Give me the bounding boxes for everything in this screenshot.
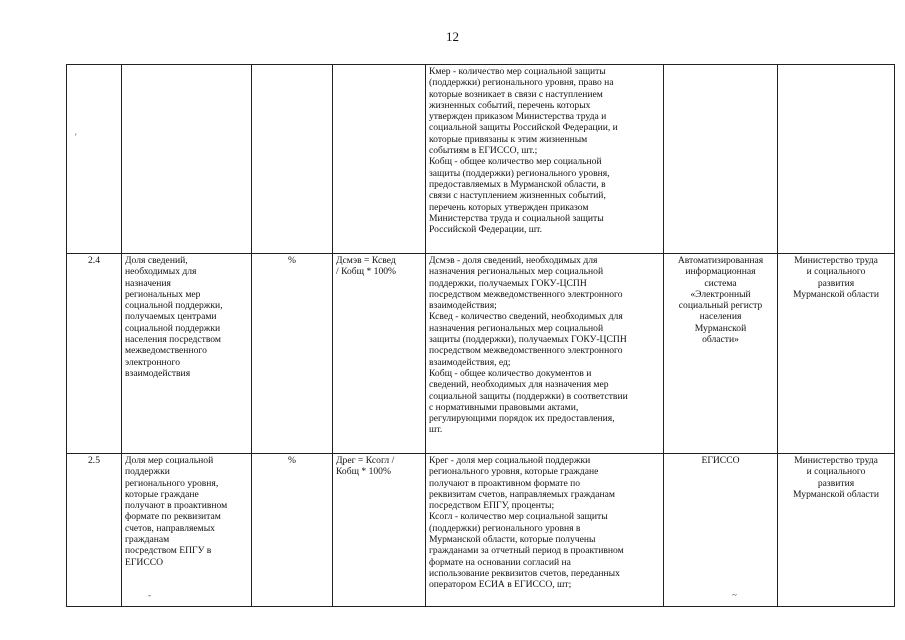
formula-description-line: с нормативными правовыми актами, (429, 401, 579, 413)
data-source-line: Автоматизированная (677, 255, 764, 266)
row-number: 2.5 (88, 455, 100, 466)
indicator-name-line: региональных мер (125, 288, 201, 300)
data-source-line: информационная (685, 266, 756, 278)
calculation-formula-cell (333, 454, 426, 607)
formula-description-cell (426, 254, 664, 454)
formula-description-line: Кобщ - общее количество документов и (429, 367, 592, 379)
indicator-name-line: взаимодействия (125, 367, 191, 379)
table-row (67, 65, 895, 254)
indicator-name-line: гражданам (125, 534, 170, 546)
unit-of-measure-cell (252, 454, 333, 607)
indicator-name-line: регионального уровня, (125, 477, 219, 489)
responsible-body-line: развития (817, 477, 855, 489)
formula-description-line: посредством межведомственного электронного (429, 345, 623, 357)
calculation-formula-line: / Кобщ * 100% (336, 266, 397, 278)
indicator-name-line: Доля сведений, (125, 255, 188, 266)
unit-of-measure: % (288, 455, 296, 466)
row-number: 2.4 (88, 255, 100, 266)
scan-mark: ~ (732, 590, 737, 600)
unit-of-measure-cell (252, 254, 333, 454)
indicator-name-line: формате по реквизитам (125, 511, 221, 523)
indicator-name-line: которые граждане (125, 488, 199, 500)
calculation-formula-cell (333, 254, 426, 454)
responsible-body-line: и социального (806, 466, 866, 478)
indicator-name-line: электронного (125, 356, 180, 368)
data-source-line: система (704, 277, 737, 289)
formula-description-line: защиты (поддержки) регионального уровня, (429, 167, 610, 179)
indicator-name-line: социальной поддержки (125, 322, 221, 334)
formula-description-line: Кмер - количество мер социальной защиты (429, 66, 606, 77)
formula-description-line: регионального уровня, которые граждане (429, 466, 599, 478)
responsible-body-cell (778, 65, 895, 254)
indicator-name-line: Доля мер социальной (125, 455, 214, 466)
formula-description-line: формате на основании согласий на (429, 556, 571, 568)
formula-description-line: защиты (поддержки), получаемых ГОКУ-ЦСПН (429, 334, 627, 346)
formula-description-line: связи с наступлением жизненных событий, (429, 190, 606, 202)
data-source-line: Мурманской (694, 322, 747, 334)
row-number-cell (67, 254, 122, 454)
formula-description-line: поддержки, получаемых ГОКУ-ЦСПН (429, 277, 587, 289)
formula-description-line: посредством ЕПГУ, проценты; (429, 500, 555, 512)
responsible-body-cell (778, 454, 895, 607)
formula-description-line: реквизитам счетов, направляемых гражданам (429, 488, 615, 500)
row-number-cell (67, 454, 122, 607)
indicator-name-cell (122, 454, 252, 607)
responsible-body-line: Мурманской области (793, 288, 879, 300)
indicator-name-line: социальной поддержки, (125, 300, 223, 312)
formula-description-line: взаимодействия, ед; (429, 356, 511, 368)
indicator-name-line: получаемых центрами (125, 311, 217, 323)
unit-of-measure-cell (252, 65, 333, 254)
formula-description-cell (426, 454, 664, 607)
formula-description-line: взаимодействия; (429, 300, 497, 312)
formula-description-line: оператором ЕСИА в ЕГИССО, шт; (429, 579, 572, 591)
calculation-formula-cell (333, 65, 426, 254)
data-source-line: ЕГИССО (701, 455, 740, 466)
formula-description-line: посредством межведомственного электронного (429, 288, 623, 300)
formula-description-line: социальной защиты (поддержки) в соответствии (429, 390, 628, 402)
responsible-body-line: Министерство труда (794, 455, 878, 466)
formula-description-cell (426, 65, 664, 254)
formula-description-line: Ксвед - количество сведений, необходимых для (429, 311, 623, 323)
formula-description-line: назначения региональных мер социальной (429, 322, 604, 334)
indicator-name-line: необходимых для (125, 266, 197, 278)
formula-description-line: Ксогл - количество мер социальной защиты (429, 511, 608, 523)
formula-description-line: регулирующими порядок их предоставления, (429, 413, 615, 425)
table-row (67, 454, 895, 607)
data-source-line: «Электронный (690, 288, 751, 300)
responsible-body-line: и социального (806, 266, 866, 278)
indicator-name-cell (122, 254, 252, 454)
scan-mark: - (148, 590, 151, 600)
formula-description-line: сведений, необходимых для назначения мер (429, 379, 609, 391)
formula-description-line: Крег - доля мер социальной поддержки (429, 455, 591, 466)
scan-mark: ' (75, 132, 77, 142)
unit-of-measure: % (288, 255, 296, 266)
calculation-formula-line: Кобщ * 100% (336, 466, 391, 478)
formula-description-line: социальной защиты Российской Федерации, и (429, 122, 618, 134)
page-number: 12 (446, 29, 459, 44)
responsible-body-line: Министерство труда (794, 255, 878, 266)
responsible-body-line: развития (817, 277, 855, 289)
formula-description-line: предоставляемых в Мурманской области, в (429, 178, 606, 190)
indicator-name-line: посредством ЕПГУ в (125, 545, 212, 557)
data-source-cell (664, 454, 778, 607)
formula-description-line: Российской Федерации, шт. (429, 224, 543, 236)
indicator-name-cell (122, 65, 252, 254)
formula-description-line: (поддержки) регионального уровня, право на (429, 77, 614, 89)
data-source-cell (664, 254, 778, 454)
formula-description-line: получают в проактивном формате по (429, 477, 581, 489)
formula-description-line: которые привязаны к этим жизненным (429, 133, 588, 145)
table-row (67, 254, 895, 454)
formula-description-line: шт. (429, 424, 443, 436)
responsible-body-cell (778, 254, 895, 454)
data-source-line: социальный регистр (678, 300, 763, 312)
formula-description-line: которые возникает в связи с наступлением (429, 88, 603, 100)
formula-description-line: использование реквизитов счетов, переданных (429, 567, 620, 579)
formula-description-line: событиям в ЕГИССО, шт.; (429, 145, 538, 157)
formula-description-line: назначения региональных мер социальной (429, 266, 604, 278)
indicator-name-line: получают в проактивном (125, 500, 228, 512)
formula-description-line: Кобщ - общее количество мер социальной (429, 156, 602, 168)
indicator-name-line: поддержки (125, 466, 170, 478)
calculation-formula-line: Дрег = Ксогл / (336, 455, 395, 466)
indicator-name-line: счетов, направляемых (125, 522, 215, 534)
data-source-cell (664, 65, 778, 254)
calculation-formula-line: Дсмэв = Ксвед (336, 255, 396, 266)
formula-description-line: (поддержки) регионального уровня в (429, 522, 581, 534)
formula-description-line: Дсмэв - доля сведений, необходимых для (429, 255, 598, 266)
indicators-table (66, 64, 895, 607)
indicator-name-line: населения посредством (125, 334, 221, 346)
indicator-name-line: межведомственного (125, 345, 207, 357)
formula-description-line: Министерства труда и социальной защиты (429, 212, 604, 224)
data-source-line: населения (699, 311, 742, 323)
data-source-line: области» (702, 334, 739, 346)
formula-description-line: перечень которых утвержден приказом (429, 201, 589, 213)
formula-description-line: гражданами за отчетный период в проактивном (429, 545, 624, 557)
indicator-name-line: назначения (125, 277, 171, 289)
responsible-body-line: Мурманской области (793, 488, 879, 500)
indicator-name-line: ЕГИССО (125, 556, 164, 568)
row-number-cell (67, 65, 122, 254)
formula-description-line: жизненных событий, перечень которых (429, 99, 591, 111)
formula-description-line: утвержден приказом Министерства труда и (429, 111, 607, 123)
formula-description-line: Мурманской области, которые получены (429, 534, 596, 546)
